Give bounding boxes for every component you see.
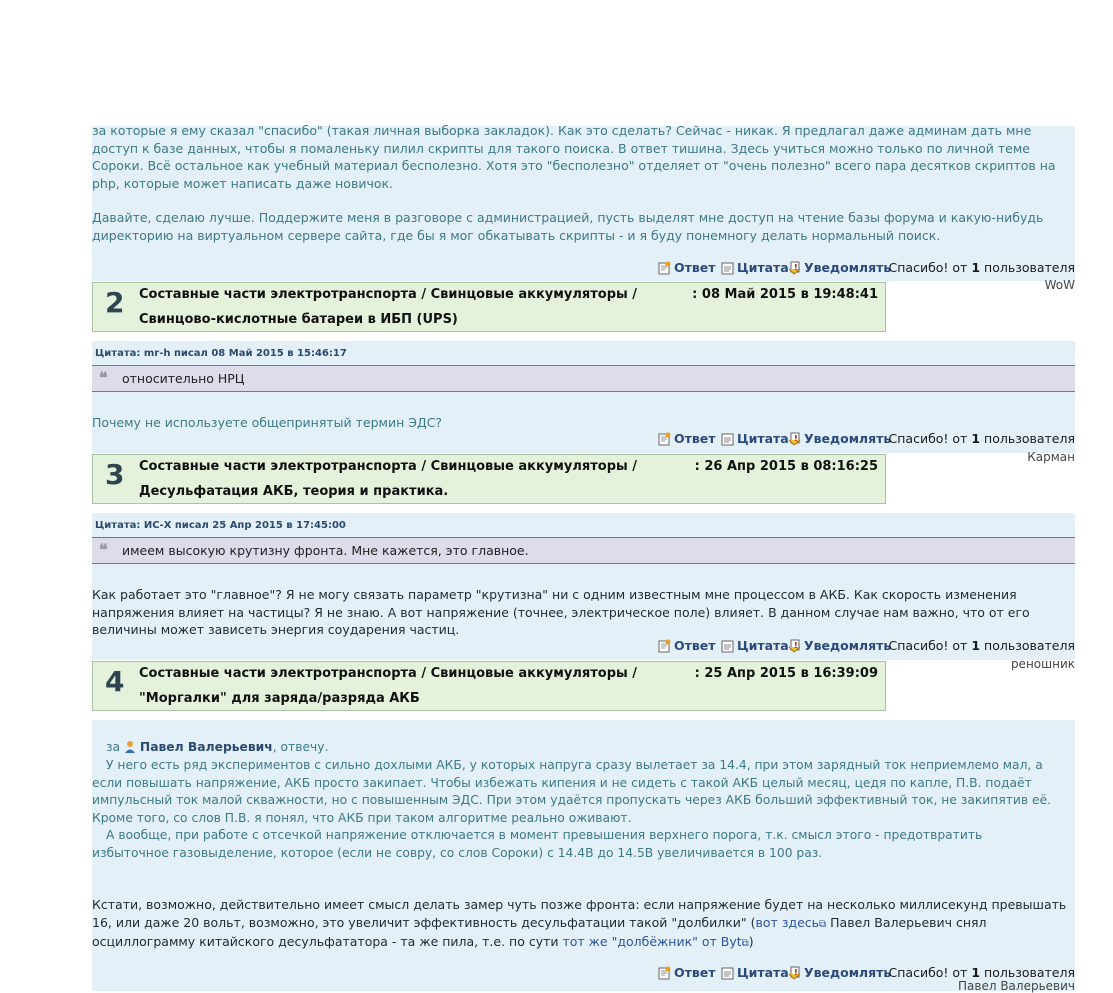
post-line: Кстати, возможно, действительно имеет смысл делать замер чуть позже фронта: если напряжение будет на несколько миллисекунд превышать (92, 897, 1067, 912)
result-topic[interactable]: Свинцово-кислотные батареи в ИБП (UPS) (139, 312, 458, 327)
svg-text:!: ! (794, 434, 798, 443)
quote-label: Цитата (737, 260, 789, 275)
quote-suffix: , отвечу. (272, 740, 329, 754)
result-number: 2 (105, 286, 125, 319)
external-link-icon: ⧉ (741, 938, 749, 949)
post-line: импульсный ток малой скважности, но с повышенным ЭДС. При этом удаётся пропускать через АКБ больший эффективный ток, не закипятив её. (92, 793, 1052, 807)
result-date: : 08 Май 2015 в 19:48:41 (692, 287, 878, 302)
thanks-line-1 (889, 260, 1075, 275)
thanks-line-2 (889, 431, 1075, 446)
quote-header: Цитата: mr-h писал 08 Май 2015 в 15:46:17 (95, 348, 347, 359)
notify-button[interactable] (788, 431, 891, 446)
quote-intro (106, 739, 1075, 757)
result-path[interactable]: Составные части электротранспорта / Свинцовые аккумуляторы / (139, 666, 638, 681)
thanks-prefix: Спасибо! от (888, 431, 968, 446)
thanks-line-3 (889, 638, 1075, 653)
thanks-prefix: Спасибо! от (888, 260, 968, 275)
post-line-part: осциллограмму китайского десульфататора - та же пила, т.е. по сути (92, 934, 563, 949)
reply-icon (658, 432, 671, 446)
post-line: если повышать напряжение, АКБ просто закипает. Чтобы избежать кипения и не сидеть с такой АКБ целый месяц, цедя по капле, П.В. подаёт (92, 775, 1032, 790)
reply-label: Ответ (674, 260, 716, 275)
result-date: : 25 Апр 2015 в 16:39:09 (694, 666, 878, 681)
post-line: Как работает это "главное"? Я не могу связать параметр "крутизна" ни с одним известным мне процессом в АКБ. Как скорость изменения (92, 587, 1017, 602)
post-line-part: ) (748, 934, 754, 949)
post-line: Сороки. Всё остальное как учебный материал бесполезно. Хотя это "бесполезно" отделяет от "очень полезно" всего пара десятков скриптов на (92, 158, 1056, 173)
reply-label: Ответ (674, 638, 716, 653)
thanks-count: 1 (971, 431, 981, 446)
post-line: избыточное газовыделение, которое (если не совру, со слов Сороки) с 14.4В до 14.5В увеличивается в 100 раз. (92, 845, 823, 860)
notify-label: Уведомлять (804, 965, 892, 980)
reply-button[interactable] (658, 638, 716, 653)
quote-button[interactable] (721, 638, 789, 653)
post-line: php, которые может написать даже новичок. (92, 175, 393, 191)
post-line-part: 16, или даже 20 вольт, возможно, это увеличит эффективность десульфатации такой "долбилки" ( (92, 914, 756, 930)
result-date: : 26 Апр 2015 в 08:16:25 (694, 459, 878, 474)
post-text-2 (92, 414, 1075, 432)
quote-box (92, 537, 1075, 564)
post-text-3 (92, 586, 1075, 639)
result-number: 3 (105, 458, 125, 491)
quote-icon (721, 261, 734, 275)
thanks-prefix: Спасибо! от (888, 638, 968, 653)
notify-icon (788, 639, 801, 653)
post-line: напряжения влияет на частицы? Я не знаю. А вот напряжение (точнее, электрическое поле) влияет. В данном случае нам важно, что от его (92, 604, 1030, 620)
quote-box (92, 365, 1075, 392)
thanks-user-1[interactable]: WoW (1044, 278, 1075, 292)
quote-label: Цитата (737, 638, 789, 653)
thanks-suffix: пользователя (984, 431, 1075, 446)
quote-header: Цитата: ИС-Х писал 25 Апр 2015 в 17:45:00 (95, 520, 346, 531)
quote-button[interactable] (721, 260, 789, 275)
link-here[interactable]: вот здесь (755, 914, 820, 930)
external-link-icon: ⧉ (819, 918, 827, 930)
thanks-suffix: пользователя (984, 638, 1075, 653)
reply-button[interactable] (658, 965, 716, 980)
thanks-prefix: Спасибо! от (888, 965, 968, 980)
post-line: Почему не используете общепринятый термин ЭДС? (92, 415, 443, 430)
post-line: У него есть ряд экспериментов с сильно дохлыми АКБ, у которых напруга сразу вылетает за 14.4, при этом зарядный ток неприемлемо мал, а (106, 758, 1043, 772)
post-line: А вообще, при работе с отсечкой напряжение отключается в момент превышения верхнего порога, т.к. смысл этого - предотвратить (106, 828, 983, 842)
quote-label: Цитата (737, 965, 789, 980)
quote-prefix: за (106, 740, 121, 754)
notify-button[interactable] (788, 965, 891, 980)
post-line: директорию на виртуальном сервере сайта, где бы я мог обкатывать скрипты - и я буду понемногу делать нормальный поиск. (92, 227, 941, 243)
user-icon (124, 740, 136, 753)
quote-text: относительно НРЦ (122, 371, 245, 386)
result-header-4 (92, 661, 886, 711)
quote-mark-icon: ❝ (99, 540, 108, 559)
quote-mark-icon: ❝ (99, 368, 108, 387)
reply-icon (658, 966, 671, 980)
post-line (92, 914, 1075, 934)
notify-icon (788, 432, 801, 446)
notify-label: Уведомлять (804, 431, 892, 446)
quote-text: имеем высокую крутизну фронта. Мне кажется, это главное. (122, 543, 529, 558)
notify-icon (788, 966, 801, 980)
quote-icon (721, 432, 734, 446)
thanks-user-2[interactable]: Карман (1027, 450, 1075, 464)
reply-button[interactable] (658, 260, 716, 275)
post-line: величины может зависеть энергия соударения частиц. (92, 622, 460, 637)
post-text-1 (92, 122, 1075, 244)
thanks-user-4[interactable]: Павел Валерьевич (958, 979, 1075, 993)
quote-label: Цитата (737, 431, 789, 446)
thanks-line-4 (889, 965, 1075, 980)
result-topic[interactable]: "Моргалки" для заряда/разряда АКБ (139, 691, 420, 706)
result-number: 4 (105, 665, 125, 698)
thanks-suffix: пользователя (984, 260, 1075, 275)
reply-button[interactable] (658, 431, 716, 446)
reply-icon (658, 639, 671, 653)
link-byt[interactable]: тот же "долбёжник" от Byt (562, 934, 742, 949)
quote-icon (721, 639, 734, 653)
thanks-count: 1 (971, 260, 981, 275)
notify-button[interactable] (788, 260, 891, 275)
notify-label: Уведомлять (804, 638, 892, 653)
result-header-2 (92, 282, 886, 332)
result-path[interactable]: Составные части электротранспорта / Свинцовые аккумуляторы / (139, 287, 638, 302)
svg-text:!: ! (794, 641, 798, 650)
result-path[interactable]: Составные части электротранспорта / Свинцовые аккумуляторы / (139, 459, 638, 474)
post-quote-lines-4 (92, 757, 1075, 862)
notify-icon (788, 261, 801, 275)
notify-button[interactable] (788, 638, 891, 653)
notify-label: Уведомлять (804, 260, 892, 275)
quote-icon (721, 966, 734, 980)
post-quote-4 (106, 739, 1075, 757)
svg-text:!: ! (794, 968, 798, 977)
quote-button[interactable] (721, 965, 789, 980)
post-text-4 (92, 896, 1075, 953)
post-line: Кроме того, со слов П.В. я понял, что АКБ при таком алгоритме реально оживают. (92, 810, 632, 825)
thanks-user-3[interactable]: реношник (1010, 657, 1075, 671)
result-topic[interactable]: Десульфатация АКБ, теория и практика. (139, 484, 449, 499)
reply-icon (658, 261, 671, 275)
thanks-suffix: пользователя (984, 965, 1075, 980)
result-header-3 (92, 454, 886, 504)
post-line-part: Павел Валерьевич снял (826, 914, 987, 930)
reply-label: Ответ (674, 431, 716, 446)
quote-button[interactable] (721, 431, 789, 446)
post-line: Давайте, сделаю лучше. Поддержите меня в разговоре с администрацией, пусть выделят мне доступ на чтение базы форума и какую-нибудь (92, 210, 1044, 225)
svg-text:!: ! (794, 263, 798, 272)
post-line (92, 933, 1075, 953)
thanks-count: 1 (971, 638, 981, 653)
reply-label: Ответ (674, 965, 716, 980)
post-line: доступ к базе данных, чтобы я помаленьку пилил скрипты для такого поиска. В ответ тишина. Здесь учиться можно только по личной теме (92, 140, 1030, 156)
thanks-count: 1 (971, 965, 981, 980)
post-line: за которые я ему сказал "спасибо" (такая личная выборка закладок). Как это сделать? Сейчас - никак. Я предлагал даже админам дать мне (92, 123, 1032, 138)
quote-user[interactable]: Павел Валерьевич (139, 740, 273, 754)
